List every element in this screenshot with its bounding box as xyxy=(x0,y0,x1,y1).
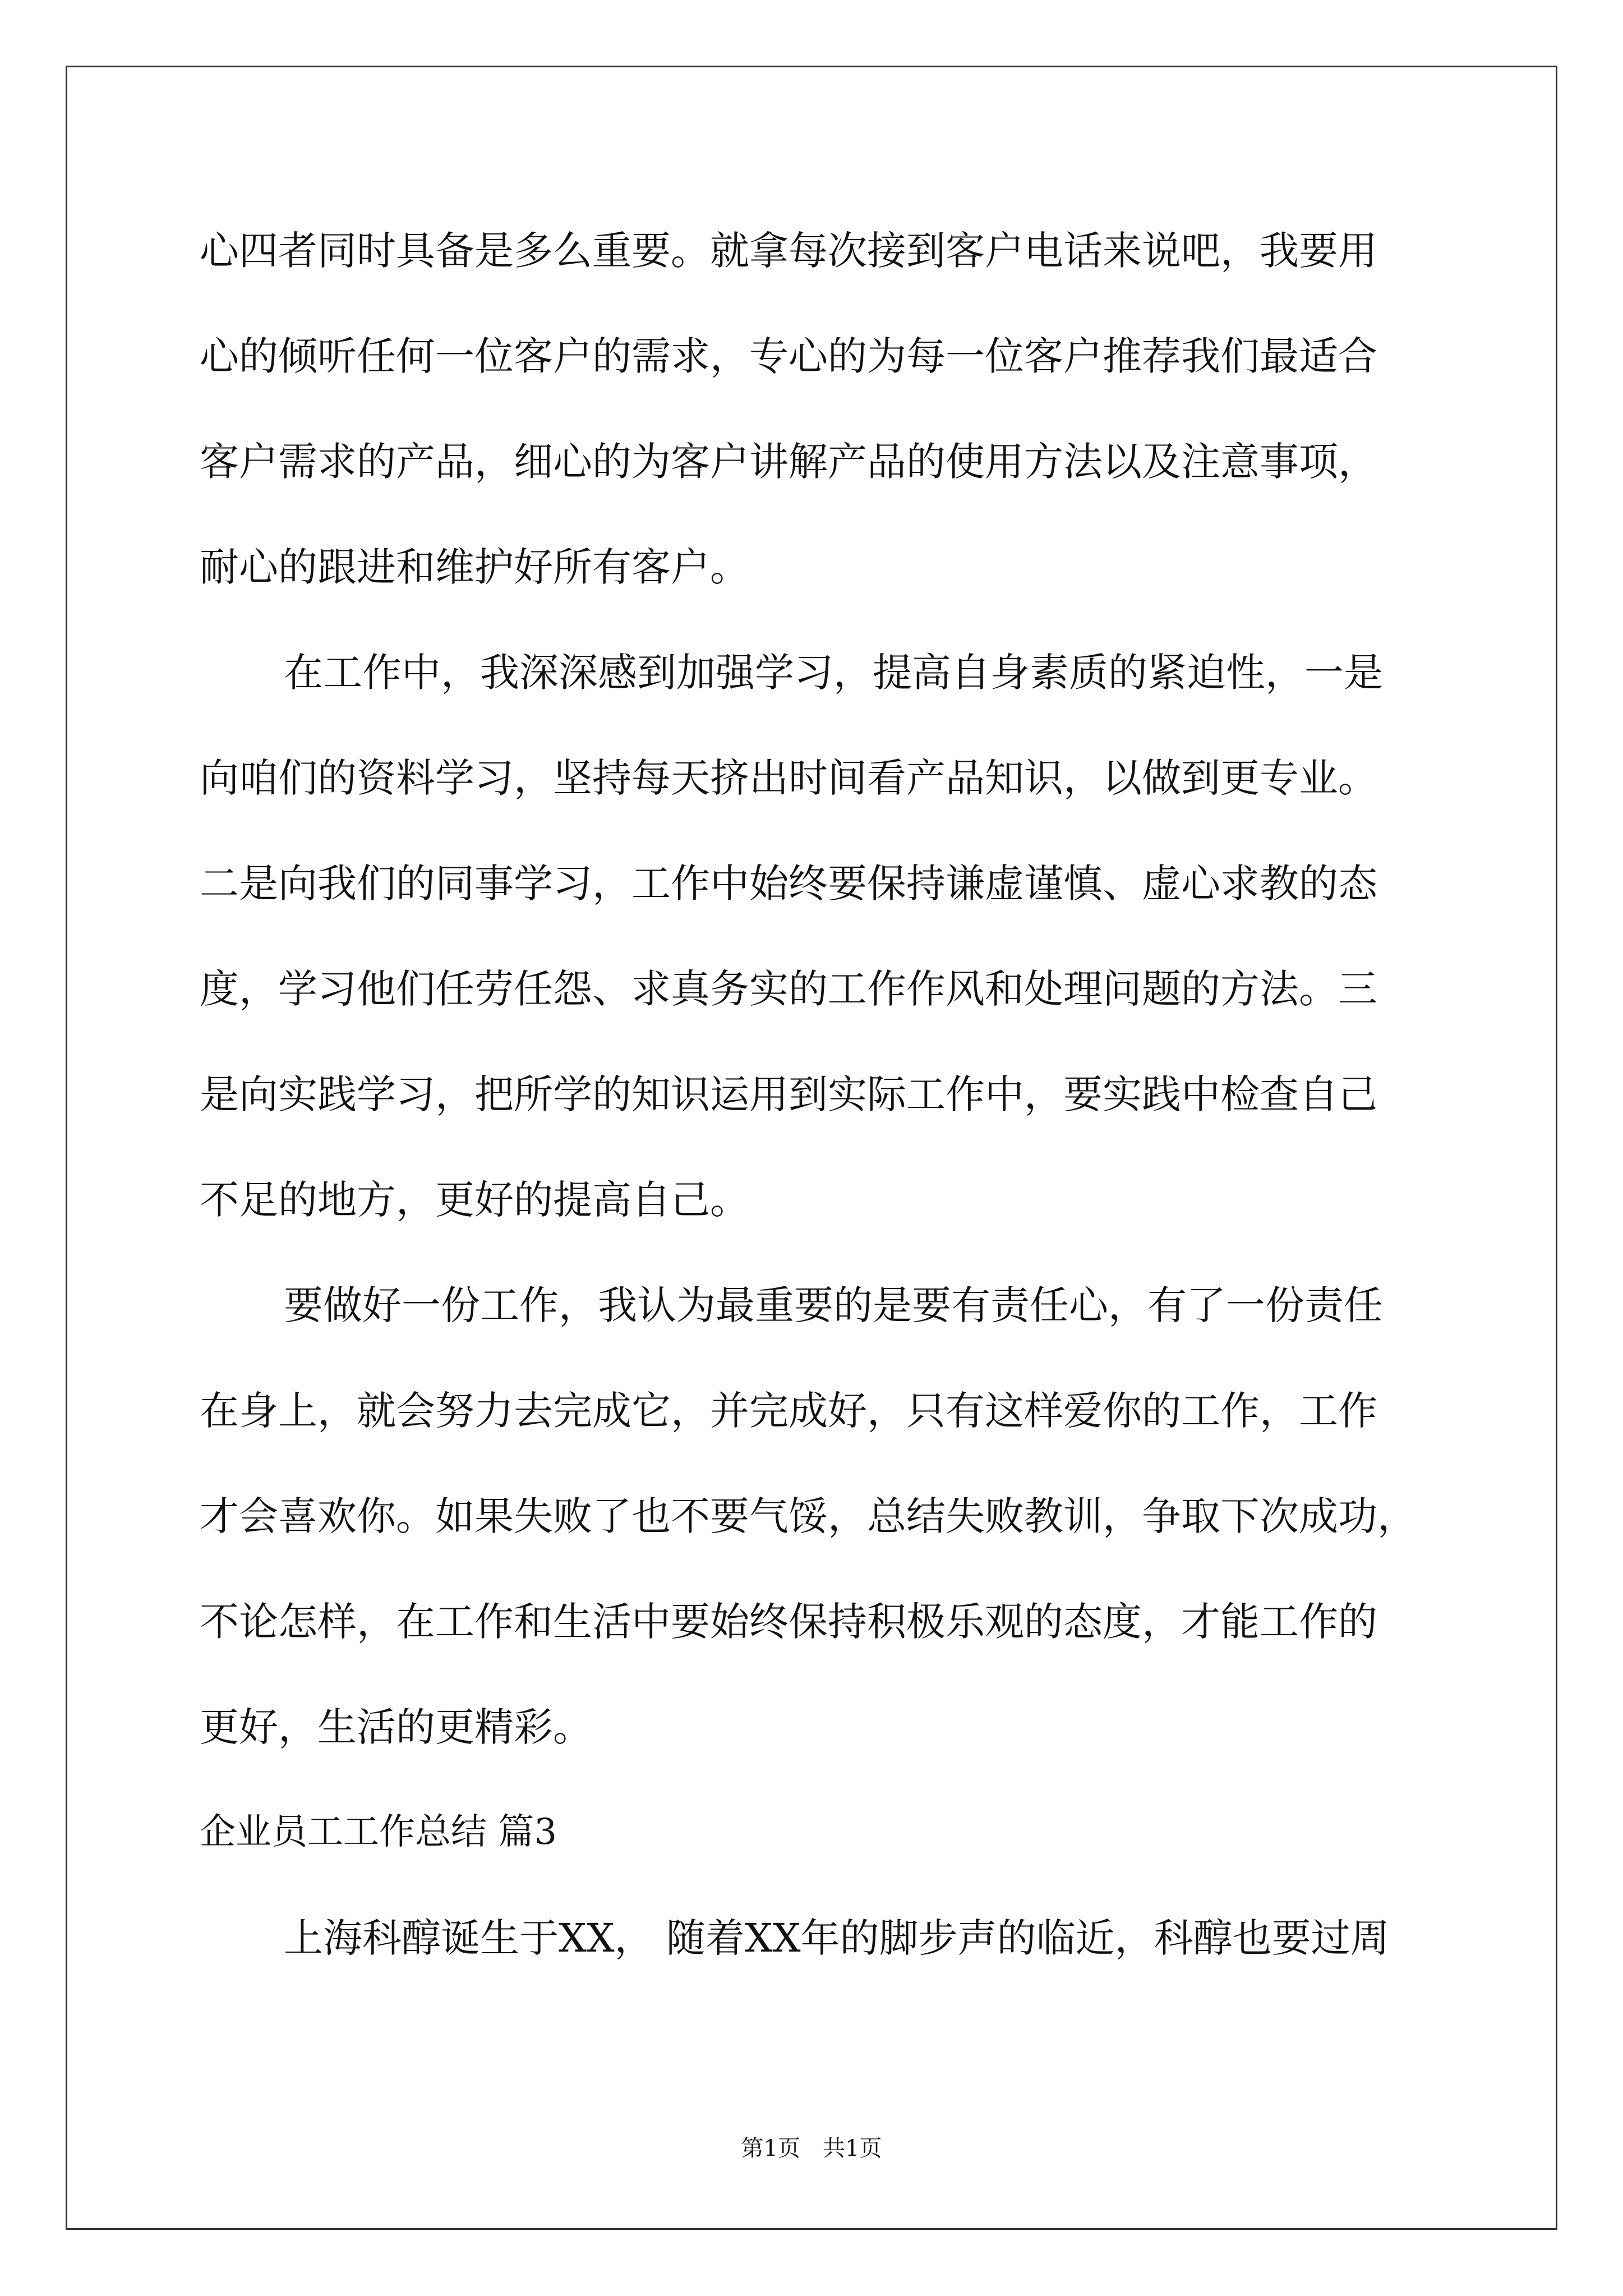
body-line-14: 不论怎样，在工作和生活中要始终保持积极乐观的态度，才能工作的 xyxy=(200,1599,1377,1645)
body-line-7: 二是向我们的同事学习，工作中始终要保持谦虚谨慎、虚心求教的态 xyxy=(200,861,1377,907)
page-border xyxy=(66,66,1557,2230)
body-line-16: 上海科醇诞生于XX， 随着XX年的脚步声的临近，科醇也要过周 xyxy=(284,1915,1390,1961)
body-line-3: 客户需求的产品，细心的为客户讲解产品的使用方法以及注意事项， xyxy=(200,439,1377,485)
body-line-5: 在工作中，我深深感到加强学习，提高自身素质的紧迫性，一是 xyxy=(284,650,1383,696)
body-line-11: 要做好一份工作，我认为最重要的是要有责任心，有了一份责任 xyxy=(284,1282,1383,1328)
body-line-12: 在身上，就会努力去完成它，并完成好，只有这样爱你的工作，工作 xyxy=(200,1388,1377,1434)
body-line-8: 度，学习他们任劳任怨、求真务实的工作作风和处理问题的方法。三 xyxy=(200,966,1377,1012)
section-heading: 企业员工工作总结 篇3 xyxy=(200,1811,557,1853)
body-line-1: 心四者同时具备是多么重要。就拿每次接到客户电话来说吧，我要用 xyxy=(200,228,1377,274)
body-line-13: 才会喜欢你。如果失败了也不要气馁，总结失败教训，争取下次成功， xyxy=(200,1493,1417,1539)
page-footer: 第1页 共1页 xyxy=(741,2136,882,2161)
body-line-9: 是向实践学习，把所学的知识运用到实际工作中，要实践中检查自己 xyxy=(200,1071,1377,1117)
body-line-15: 更好，生活的更精彩。 xyxy=(200,1704,592,1750)
body-line-2: 心的倾听任何一位客户的需求，专心的为每一位客户推荐我们最适合 xyxy=(200,333,1377,379)
body-line-10: 不足的地方，更好的提高自己。 xyxy=(200,1177,749,1223)
body-line-4: 耐心的跟进和维护好所有客户。 xyxy=(200,544,749,590)
body-line-6: 向咱们的资料学习，坚持每天挤出时间看产品知识，以做到更专业。 xyxy=(200,755,1377,801)
